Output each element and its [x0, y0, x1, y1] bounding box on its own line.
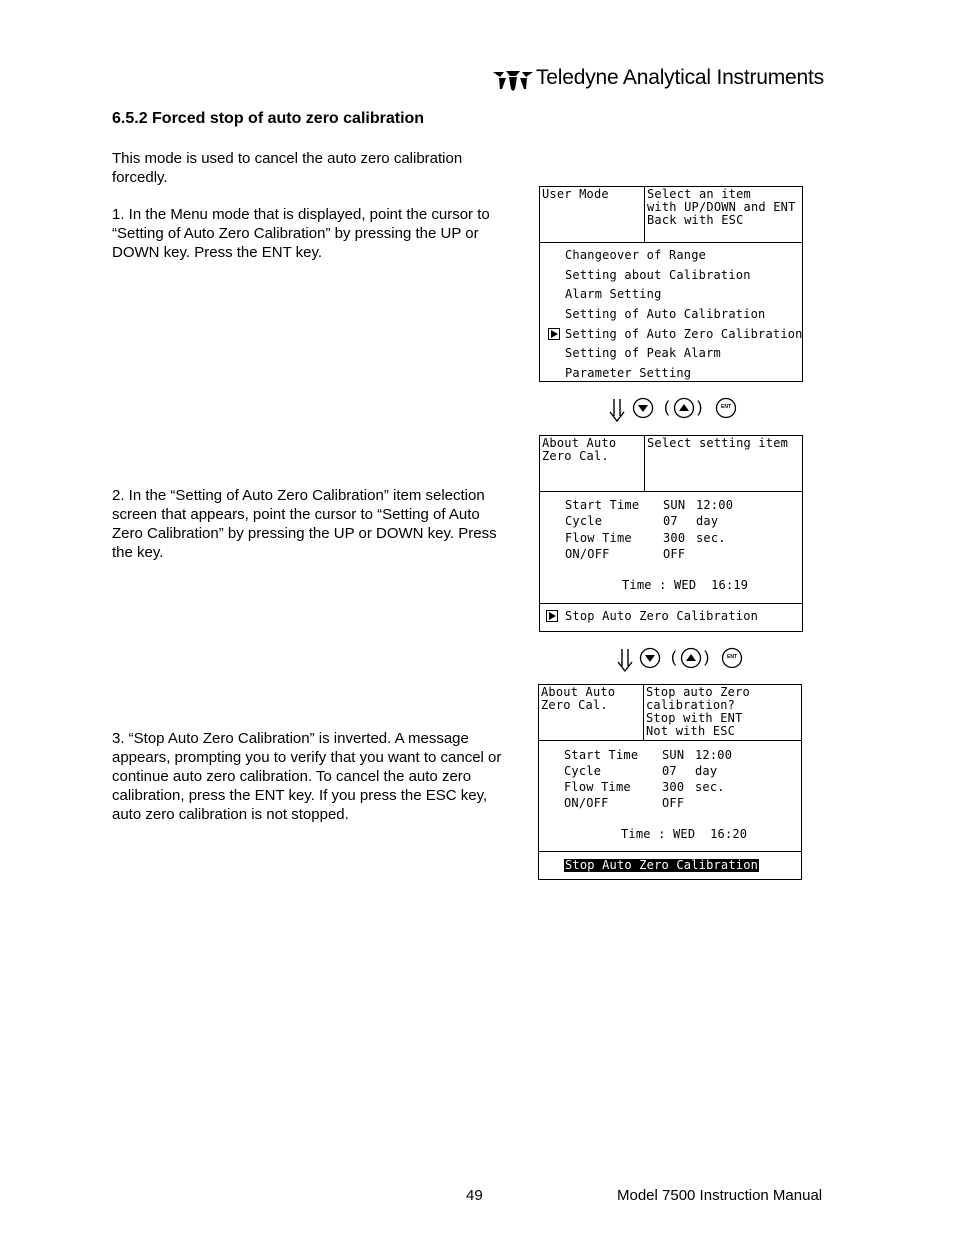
clock-readout: Time : WED 16:19 [622, 578, 749, 592]
ent-key-label: ENT [721, 404, 731, 410]
divider [644, 187, 645, 242]
divider [540, 242, 802, 243]
paren-open: ( [671, 649, 677, 666]
setting-value: 07 [662, 764, 677, 778]
menu-item[interactable]: Setting of Peak Alarm [565, 346, 721, 360]
down-key-icon[interactable] [639, 647, 661, 669]
brand-name: Teledyne Analytical Instruments [536, 66, 824, 89]
cursor-arrow-icon [548, 328, 560, 340]
screen-mode-label: Zero Cal. [542, 449, 609, 463]
double-down-arrow-icon [608, 397, 626, 423]
screen-hint-line: with UP/DOWN and ENT [647, 200, 796, 214]
page-number: 49 [466, 1187, 483, 1204]
setting-value: 300 [663, 531, 686, 545]
setting-value: SUN [662, 748, 685, 762]
screen-hint-line: Back with ESC [647, 213, 744, 227]
screen-mode-label: Zero Cal. [541, 698, 608, 712]
key-sequence [608, 397, 743, 423]
setting-label: ON/OFF [565, 547, 610, 561]
setting-label: ON/OFF [564, 796, 609, 810]
intro-paragraph: This mode is used to cancel the auto zero calibration forcedly. [112, 150, 463, 186]
stop-auto-zero-item-inverted[interactable]: Stop Auto Zero Calibration [565, 858, 759, 872]
paren-close: ) [697, 399, 703, 416]
setting-unit: 12:00 [696, 498, 734, 512]
manual-title: Model 7500 Instruction Manual [617, 1187, 823, 1204]
setting-unit: day [696, 514, 719, 528]
clock-readout: Time : WED 16:20 [621, 827, 748, 841]
menu-item[interactable]: Setting of Auto Calibration [565, 307, 766, 321]
double-down-arrow-icon [616, 647, 634, 673]
divider [539, 740, 801, 741]
menu-item[interactable]: Changeover of Range [565, 248, 707, 262]
section-title: 6.5.2 Forced stop of auto zero calibration [112, 110, 425, 127]
screen-mode-label: User Mode [542, 187, 609, 201]
setting-label: Start Time [565, 498, 640, 512]
divider [643, 685, 644, 740]
ent-key-label: ENT [727, 654, 737, 660]
page-header [492, 66, 852, 94]
lcd-screen-user-mode [539, 186, 803, 382]
divider [644, 436, 645, 491]
setting-label: Flow Time [564, 780, 631, 794]
step-3-paragraph: 3. “Stop Auto Zero Calibration” is inverted. A message appears, prompting you to verify that you want to cancel or continue auto zero calibration. To cancel the auto zero calibration, press the ENT key. If you press the ESC key, auto zero calibration is not stopped. [112, 730, 502, 823]
menu-item[interactable]: Parameter Setting [565, 366, 692, 380]
screen-mode-label: About Auto [541, 685, 616, 699]
setting-unit: 12:00 [695, 748, 733, 762]
setting-unit: sec. [695, 780, 725, 794]
setting-value: OFF [663, 547, 686, 561]
menu-item[interactable]: Alarm Setting [565, 287, 662, 301]
up-key-icon[interactable] [680, 647, 702, 669]
lcd-screen-stop-confirm [538, 684, 802, 880]
screen-hint-line: Stop auto Zero [646, 685, 750, 699]
setting-value: SUN [663, 498, 686, 512]
setting-label: Start Time [564, 748, 639, 762]
screen-hint-line: Select setting item [647, 436, 789, 450]
screen-hint-line: Stop with ENT [646, 711, 743, 725]
setting-value: 07 [663, 514, 678, 528]
screen-mode-label: About Auto [542, 436, 617, 450]
menu-item-selected[interactable]: Setting of Auto Zero Calibration [565, 327, 803, 341]
divider [539, 851, 801, 852]
setting-unit: day [695, 764, 718, 778]
cursor-arrow-icon [546, 610, 558, 622]
stop-auto-zero-item[interactable]: Stop Auto Zero Calibration [565, 609, 759, 623]
setting-unit: sec. [696, 531, 726, 545]
menu-item[interactable]: Setting about Calibration [565, 268, 751, 282]
key-sequence [616, 647, 751, 673]
paren-close: ) [704, 649, 710, 666]
step-1-paragraph: 1. In the Menu mode that is displayed, point the cursor to “Setting of Auto Zero Calibration” by pressing the UP or DOWN key. Press the ENT key. [112, 206, 490, 261]
screen-hint-line: Not with ESC [646, 724, 736, 738]
setting-label: Cycle [565, 514, 603, 528]
setting-value: 300 [662, 780, 685, 794]
divider [540, 491, 802, 492]
teledyne-logo-icon [492, 68, 534, 92]
step-2-paragraph: 2. In the “Setting of Auto Zero Calibration” item selection screen that appears, point the cursor to “Setting of Auto Zero Calibration” by pressing the UP or DOWN key. Press the key. [112, 487, 497, 561]
setting-label: Cycle [564, 764, 602, 778]
up-key-icon[interactable] [673, 397, 695, 419]
paren-open: ( [664, 399, 670, 416]
screen-hint-line: calibration? [646, 698, 736, 712]
lcd-screen-auto-zero-select [539, 435, 803, 632]
down-key-icon[interactable] [632, 397, 654, 419]
setting-value: OFF [662, 796, 685, 810]
divider [540, 603, 802, 604]
screen-hint-line: Select an item [647, 187, 751, 201]
setting-label: Flow Time [565, 531, 632, 545]
